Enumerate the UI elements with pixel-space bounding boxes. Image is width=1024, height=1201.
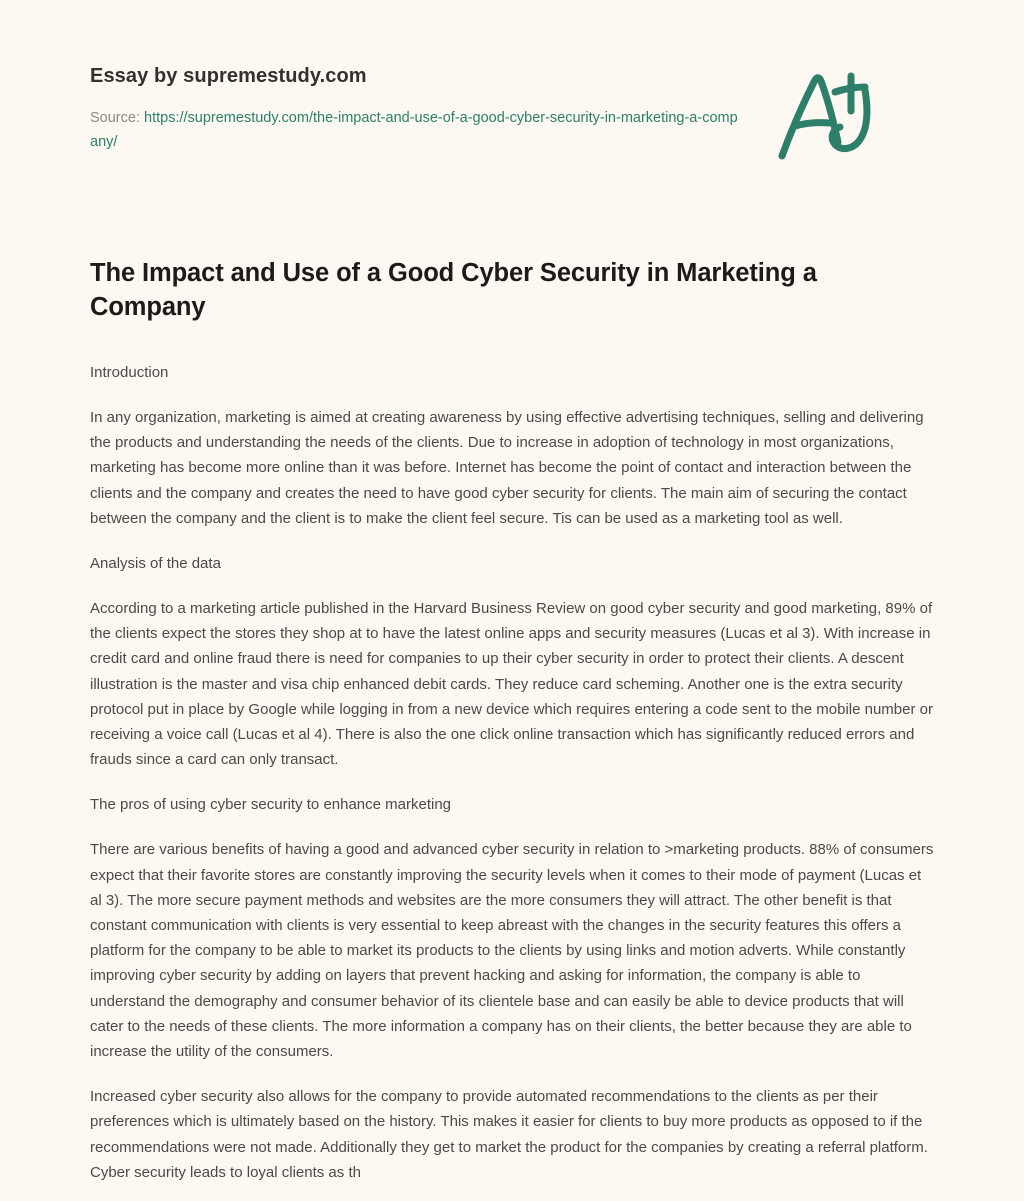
section-heading-introduction: Introduction: [90, 364, 169, 381]
paragraph-analysis: According to a marketing article published in the Harvard Business Review on good cyber security and good marketing, 89% of the clients expect the stores they shop at to have the latest online apps and security measures (Lucas et al 3). With increase in credit card and online fraud there is need for companies to up their cyber security in order to protect their clients. A descent illustration is the master and visa chip enhanced debit cards. They reduce card scheming. Another one is the extra security protocol put in place by Google while logging in from a new device which requires entering a code sent to the mobile number or receiving a voice call (Lucas et al 4). There is also the one click online transaction which has significantly reduced errors and frauds since a card can only transact.: [90, 600, 933, 769]
section-heading-pros: The pros of using cyber security to enhance marketing: [90, 796, 452, 814]
source-line: [90, 106, 740, 154]
page-title: The Impact and Use of a Good Cyber Security in Marketing a Company: [90, 259, 817, 321]
paragraph-recommendations: Increased cyber security also allows for the company to provide automated recommendations to the clients as per their preferences which is ultimately based on the history. This makes it easier for clients to buy more products as opposed to if the recommendations were not made. Additionally they get to market the product for the companies by creating a referral platform. Cyber security leads to loyal clients as th: [90, 1088, 928, 1181]
document-header: [90, 0, 934, 168]
source-url-link[interactable]: https://supremestudy.com/the-impact-and-use-of-a-good-cyber-security-in-marketing-a-company/: [90, 110, 738, 150]
paragraph-pros: There are various benefits of having a good and advanced cyber security in relation to >marketing products. 88% of consumers expect that their favorite stores are constantly improving the security levels when it comes to their mode of payment (Lucas et al 3). The more secure payment methods and websites are the more consumers they will attract. The other benefit is that constant communication with clients is very essential to keep abreast with the changes in the security features this offers a platform for the company to be able to market its products to the clients by using links and motion adverts. While constantly improving cyber security by adding on layers that prevent hacking and asking for information, the company is able to understand the demography and consumer behavior of its clientele base and can easily be able to device products that will cater to the needs of these clients. The more information a company has on their clients, the better because they are able to increase the utility of the consumers.: [90, 841, 934, 1061]
source-label: Source:: [90, 110, 140, 126]
article-body: [90, 256, 934, 1185]
a-plus-logo-icon: [772, 68, 876, 164]
brand-title: Essay by supremestudy.com: [90, 65, 367, 87]
paragraph-introduction: In any organization, marketing is aimed at creating awareness by using effective advertising techniques, selling and delivering the products and understanding the needs of the clients. Due to increase in adoption of technology in most organizations, marketing has become more online than it was before. Internet has become the point of contact and interaction between the clients and the company and creates the need to have good cyber security for clients. The main aim of securing the contact between the company and the client is to make the client feel secure. Tis can be used as a marketing tool as well.: [90, 409, 924, 527]
section-heading-analysis: Analysis of the data: [90, 555, 221, 573]
